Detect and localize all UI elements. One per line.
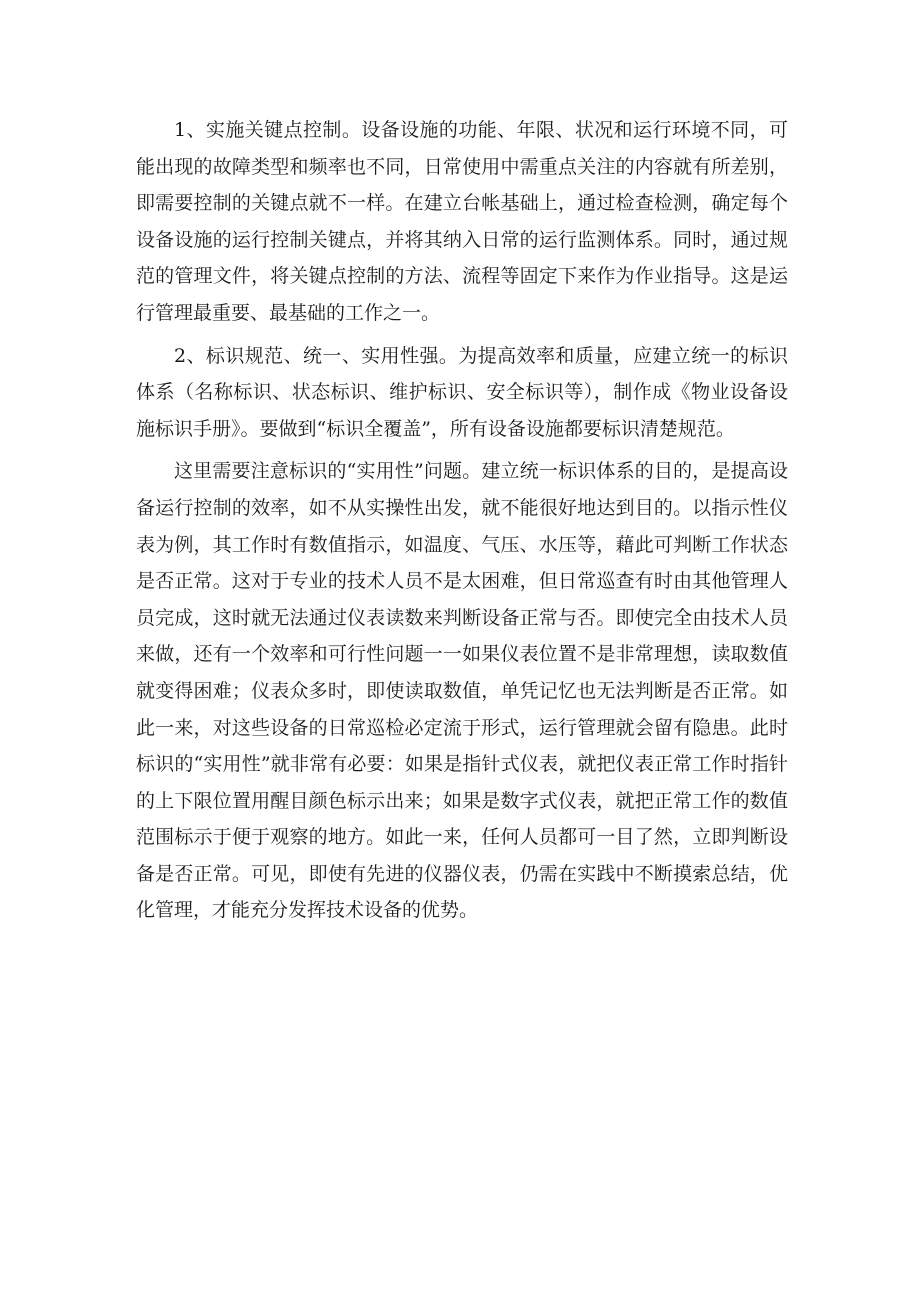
document-body [136, 112, 788, 929]
paragraph-identification-standards: 2、标识规范、统一、实用性强。为提高效率和质量，应建立统一的标识体系（名称标识、状态标识、维护标识、安全标识等），制作成《物业设备设施标识手册》。要做到“标识全覆盖”，所有设备设施都要标识清楚规范。 [136, 344, 788, 440]
paragraph-practicality-note: 这里需要注意标识的“实用性”问题。建立统一标识体系的目的，是提高设备运行控制的效率，如不从实操性出发，就不能很好地达到目的。以指示性仪表为例，其工作时有数值指示，如温度、气压、水压等，藉此可判断工作状态是否正常。这对于专业的技术人员不是太困难，但日常巡查有时由其他管理人员完成，这时就无法通过仪表读数来判断设备正常与否。即使完全由技术人员来做，还有一个效率和可行性问题一一如果仪表位置不是非常理想，读取数值就变得困难；仪表众多时，即使读取数值，单凭记忆也无法判断是否正常。如此一来，对这些设备的日常巡检必定流于形式，运行管理就会留有隐患。此时标识的“实用性”就非常有必要：如果是指针式仪表，就把仪表正常工作时指针的上下限位置用醒目颜色标示出来；如果是数字式仪表，就把正常工作的数值范围标示于便于观察的地方。如此一来，任何人员都可一目了然，立即判断设备是否正常。可见，即使有先进的仪器仪表，仍需在实践中不断摸索总结，优化管理，才能充分发挥技术设备的优势。 [136, 460, 788, 922]
paragraph-key-point-control: 1、实施关键点控制。设备设施的功能、年限、状况和运行环境不同，可能出现的故障类型和频率也不同，日常使用中需重点关注的内容就有所差别，即需要控制的关键点就不一样。在建立台帐基础上，通过检查检测，确定每个设备设施的运行控制关键点，并将其纳入日常的运行监测体系。同时，通过规范的管理文件，将关键点控制的方法、流程等固定下来作为作业指导。这是运行管理最重要、最基础的工作之一。 [136, 119, 788, 324]
